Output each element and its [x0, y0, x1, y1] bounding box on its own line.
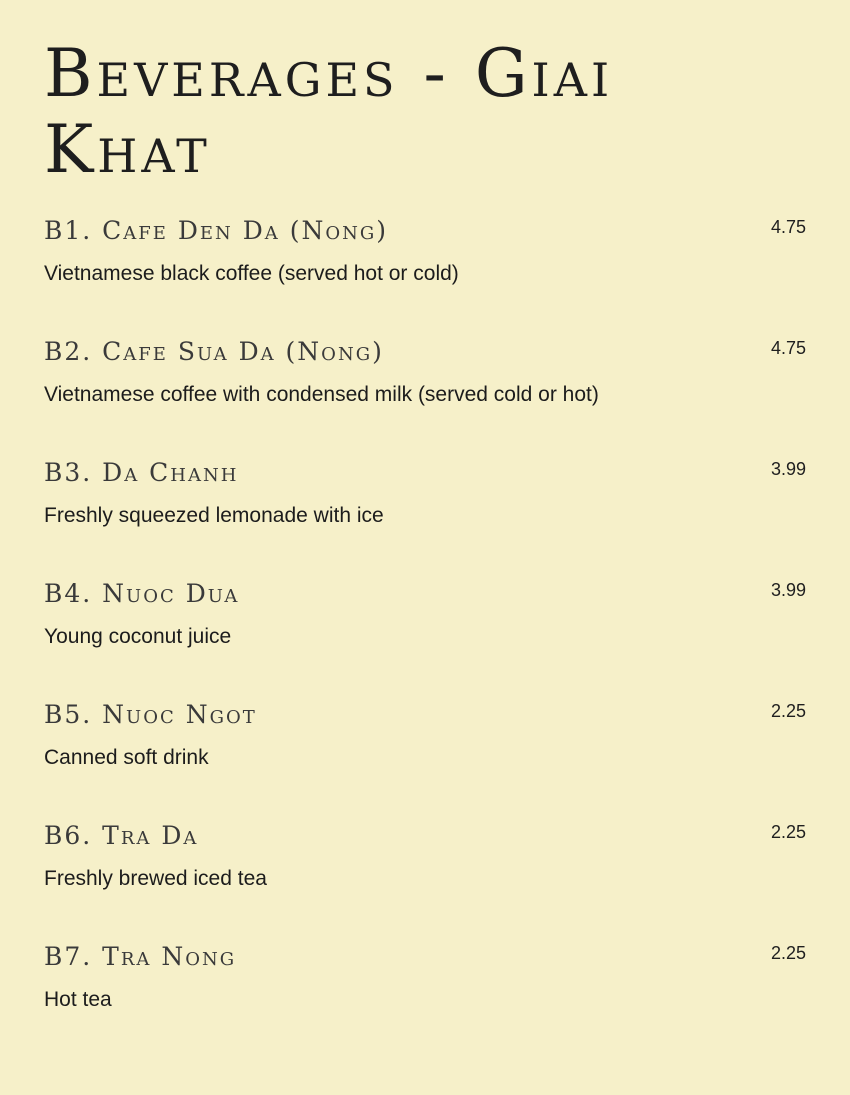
menu-item-price: 2.25 — [770, 701, 806, 721]
menu-item-name: B5. Nuoc Ngot — [44, 700, 257, 729]
menu-item-description: Hot tea — [44, 988, 112, 1011]
menu-item-description: Canned soft drink — [44, 746, 209, 769]
menu-item-name: B2. Cafe Sua Da (Nong) — [44, 337, 384, 366]
menu-item-b4 — [44, 579, 806, 654]
menu-item-price: 4.75 — [770, 217, 806, 237]
menu-item-price: 3.99 — [770, 459, 806, 479]
menu-item-b7 — [44, 942, 806, 1017]
menu-item-description: Freshly squeezed lemonade with ice — [44, 504, 384, 527]
menu-item-price: 3.99 — [770, 580, 806, 600]
menu-item-description: Freshly brewed iced tea — [44, 867, 267, 890]
menu-item-header — [44, 458, 806, 488]
menu-item-b3 — [44, 458, 806, 533]
menu-item-header — [44, 942, 806, 972]
menu-item-name: B3. Da Chanh — [44, 458, 239, 487]
menu-item-price: 4.75 — [770, 338, 806, 358]
menu-list — [44, 216, 806, 1017]
menu-item-price: 2.25 — [770, 943, 806, 963]
menu-item-b5 — [44, 700, 806, 775]
menu-item-header — [44, 700, 806, 730]
menu-item-description: Young coconut juice — [44, 625, 232, 648]
menu-item-name: B7. Tra Nong — [44, 942, 237, 971]
menu-item-b2 — [44, 337, 806, 412]
menu-item-name: B1. Cafe Den Da (Nong) — [44, 216, 389, 245]
menu-item-description: Vietnamese coffee with condensed milk (served cold or hot) — [44, 383, 599, 406]
menu-item-header — [44, 337, 806, 367]
menu-item-header — [44, 821, 806, 851]
menu-item-description: Vietnamese black coffee (served hot or cold) — [44, 262, 459, 285]
menu-item-header — [44, 579, 806, 609]
menu-item-name: B4. Nuoc Dua — [44, 579, 240, 608]
menu-item-name: B6. Tra Da — [44, 821, 199, 850]
menu-item-header — [44, 216, 806, 246]
section-title: Beverages - Giai Khat — [44, 35, 614, 188]
menu-item-b6 — [44, 821, 806, 896]
menu-item-b1 — [44, 216, 806, 291]
menu-item-price: 2.25 — [770, 822, 806, 842]
